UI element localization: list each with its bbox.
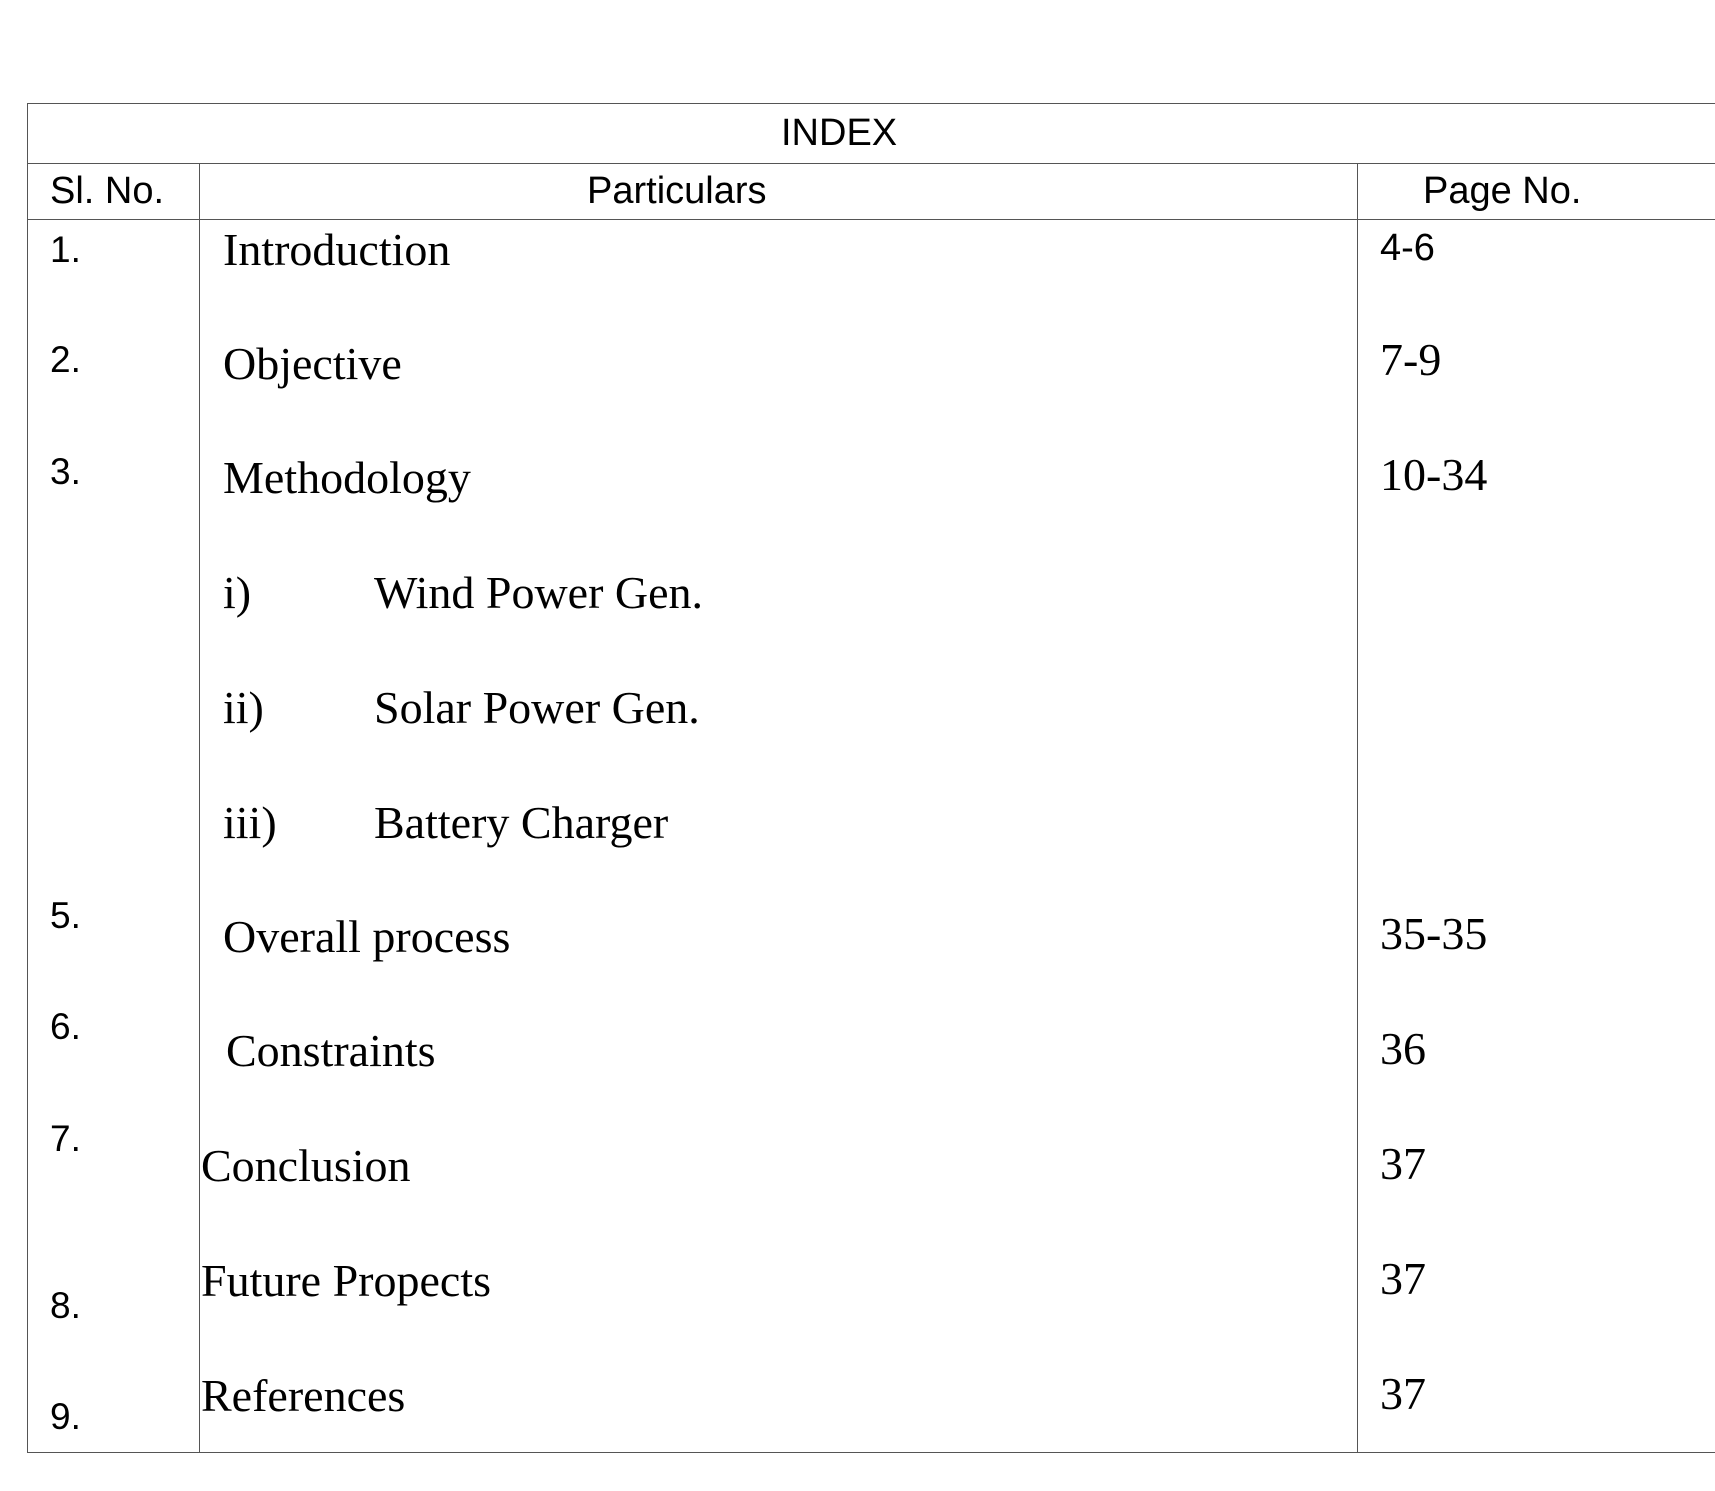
row-particular: Objective (223, 338, 402, 389)
table-title: INDEX (781, 112, 898, 154)
row-sl-number: 7. (50, 1118, 81, 1159)
row-page-number: 35-35 (1380, 908, 1488, 959)
row-particular: Future Propects (201, 1255, 492, 1306)
row-sl-number: 8. (50, 1285, 81, 1326)
row-page-number: 37 (1380, 1368, 1426, 1419)
row-page-number: 37 (1380, 1138, 1426, 1189)
row-particular: Constraints (226, 1025, 436, 1076)
row-sl-number: 1. (50, 229, 81, 270)
row-page-number: 4-6 (1380, 227, 1435, 269)
title-divider (27, 163, 1715, 164)
row-page-number: 10-34 (1380, 449, 1488, 500)
row-particular: Overall process (223, 911, 511, 962)
row-particular: References (201, 1370, 406, 1421)
row-particular: Battery Charger (374, 797, 669, 848)
row-particular: Conclusion (201, 1140, 411, 1191)
row-sl-number: 6. (50, 1006, 81, 1047)
row-page-number: 7-9 (1380, 334, 1442, 385)
table-left-border (27, 103, 28, 1453)
row-sl-number: 5. (50, 895, 81, 936)
header-particulars: Particulars (587, 170, 767, 212)
column-divider-1 (199, 163, 200, 1453)
table-top-border (27, 103, 1715, 104)
row-particular: Introduction (223, 224, 451, 275)
header-sl-no: Sl. No. (50, 170, 165, 212)
sub-item-marker: i) (223, 567, 252, 618)
row-sl-number: 2. (50, 339, 81, 380)
sub-item-marker: iii) (223, 797, 277, 848)
row-particular: Solar Power Gen. (374, 682, 700, 733)
row-particular: Wind Power Gen. (374, 567, 704, 618)
row-sl-number: 9. (50, 1396, 81, 1437)
row-sl-number: 3. (50, 451, 81, 492)
header-page-no: Page No. (1423, 170, 1582, 212)
row-page-number: 37 (1380, 1253, 1426, 1304)
header-divider (27, 219, 1715, 220)
sub-item-marker: ii) (223, 682, 264, 733)
table-bottom-border (27, 1452, 1715, 1453)
column-divider-2 (1357, 163, 1358, 1453)
row-particular: Methodology (223, 452, 471, 503)
row-page-number: 36 (1380, 1023, 1426, 1074)
